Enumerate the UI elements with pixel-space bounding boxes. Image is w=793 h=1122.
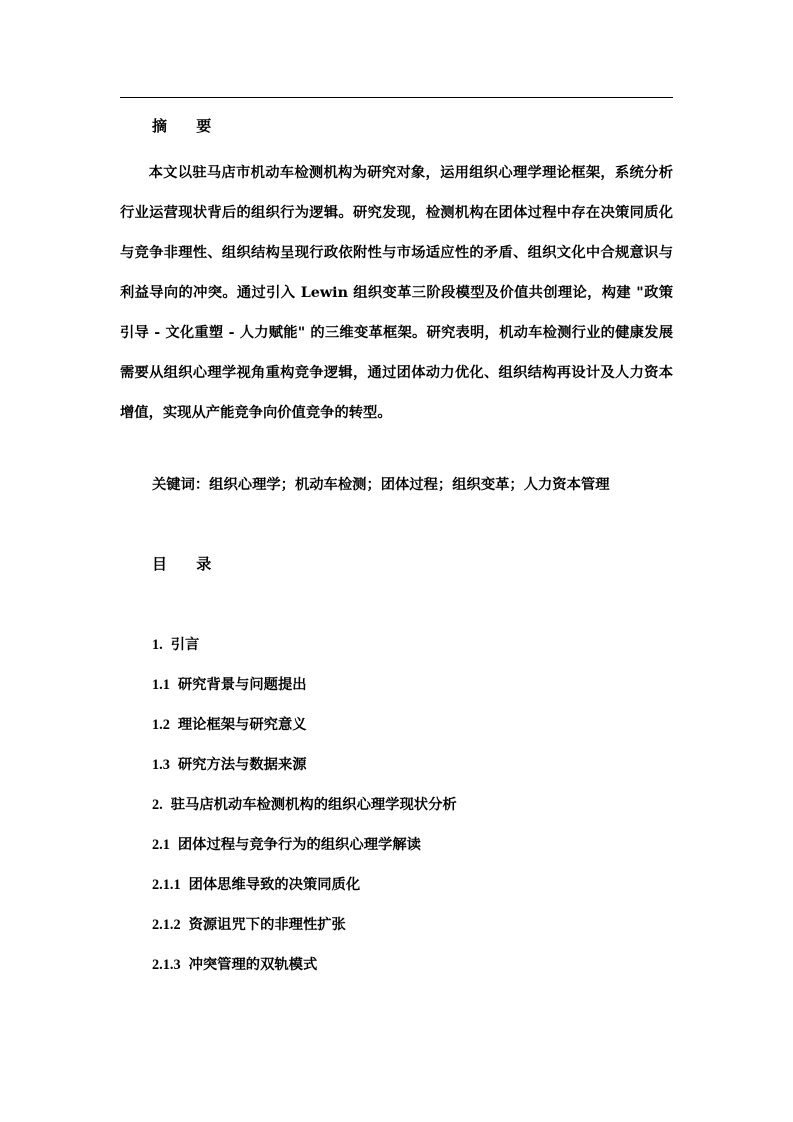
toc-item[interactable] bbox=[152, 952, 457, 992]
toc-item[interactable] bbox=[152, 912, 457, 952]
toc-item[interactable] bbox=[152, 712, 457, 752]
toc-heading: 目 录 bbox=[152, 555, 224, 573]
toc-item-title: 团体思维导致的决策同质化 bbox=[188, 877, 361, 893]
toc-item-title: 引言 bbox=[170, 637, 200, 653]
toc-item-title: 团体过程与竞争行为的组织心理学解读 bbox=[177, 837, 421, 853]
toc-item-number: 1. bbox=[152, 637, 163, 653]
toc-item-title: 研究方法与数据来源 bbox=[177, 757, 307, 773]
toc-item-number: 1.1 bbox=[152, 677, 170, 693]
toc-item-title: 理论框架与研究意义 bbox=[177, 717, 307, 733]
toc-item-number: 1.2 bbox=[152, 717, 170, 733]
toc-item[interactable] bbox=[152, 832, 457, 872]
keywords-line: 关键词：组织心理学；机动车检测；团体过程；组织变革；人力资本管理 bbox=[152, 477, 610, 493]
toc-item[interactable] bbox=[152, 792, 457, 832]
abstract-heading: 摘 要 bbox=[152, 117, 224, 135]
toc-item[interactable] bbox=[152, 752, 457, 792]
toc-item-number: 2.1 bbox=[152, 837, 170, 853]
toc-item[interactable] bbox=[152, 872, 457, 912]
toc-list bbox=[152, 632, 457, 992]
toc-item-title: 资源诅咒下的非理性扩张 bbox=[188, 917, 346, 933]
toc-item-title: 研究背景与问题提出 bbox=[177, 677, 307, 693]
toc-item-number: 2.1.1 bbox=[152, 877, 181, 893]
toc-item-title: 冲突管理的双轨模式 bbox=[188, 957, 318, 973]
toc-item[interactable] bbox=[152, 672, 457, 712]
toc-item-number: 1.3 bbox=[152, 757, 170, 773]
header-rule bbox=[120, 97, 673, 98]
toc-item-title: 驻马店机动车检测机构的组织心理学现状分析 bbox=[170, 797, 457, 813]
toc-item-number: 2.1.3 bbox=[152, 957, 181, 973]
toc-item-number: 2. bbox=[152, 797, 163, 813]
toc-item-number: 2.1.2 bbox=[152, 917, 181, 933]
toc-item[interactable] bbox=[152, 632, 457, 672]
abstract-body: 本文以驻马店市机动车检测机构为研究对象，运用组织心理学理论框架，系统分析行业运营现状背后的组织行为逻辑。研究发现，检测机构在团体过程中存在决策同质化与竞争非理性、组织结构呈现行政依附性与市场适应性的矛盾、组织文化中合规意识与利益导向的冲突。通过引入 Lewin 组织变革三阶段模型及价值共创理论，构建 "政策引导 - 文化重塑 - 人力赋能" 的三维变革框架。研究表明，机动车检测行业的健康发展需要从组织心理学视角重构竞争逻辑，通过团体动力优化、组织结构再设计及人力资本增值，实现从产能竞争向价值竞争的转型。 bbox=[120, 165, 673, 421]
